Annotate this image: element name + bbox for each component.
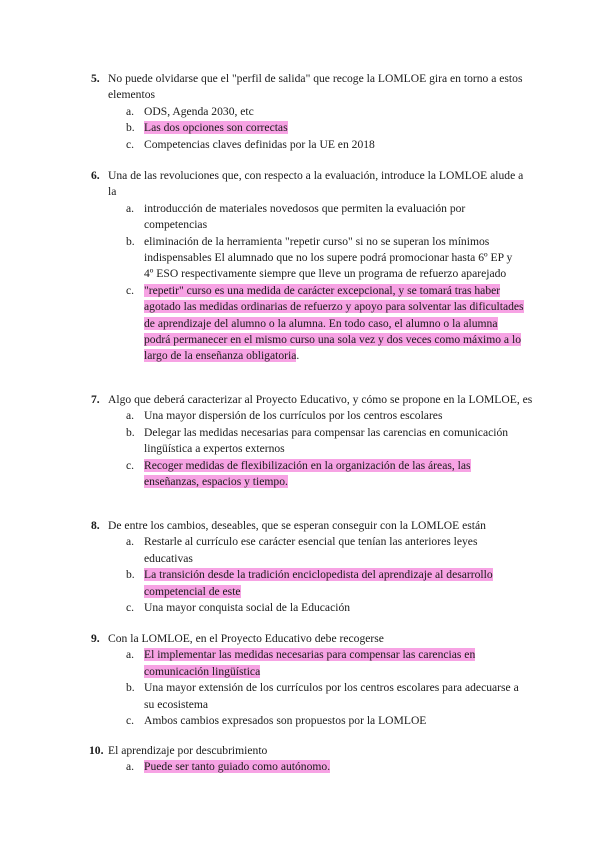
question-number: 7. [91, 393, 100, 406]
option-c: c. "repetir" curso es una medida de carácter excepcional, y se tomará tras haber agotado las medidas ordinarias de refuerzo y apoyo para solventar las dificultades de aprendizaje del alumno o la alumna. En todo caso, el alumno o la alumna podrá permanecer en el mismo curso una sola vez y dos veces como máximo a lo largo de la enseñanza obligatoria. [126, 283, 524, 363]
question-text: El aprendizaje por descubrimiento [108, 744, 268, 757]
question-number: 9. [91, 632, 100, 645]
option-text-highlighted: Las dos opciones son correctas [144, 121, 288, 135]
option-text: introducción de materiales novedosos que permiten la evaluación por competencias [144, 201, 466, 232]
question-8 [0, 518, 600, 616]
question-text: Algo que deberá caracterizar al Proyecto Educativo, y cómo se propone en la LOMLOE, es [108, 393, 533, 406]
option-a: a. introducción de materiales novedosos que permiten la evaluación por competencias [126, 201, 466, 232]
option-text: Restarle al currículo ese carácter esencial que tenían las anteriores leyes educativas [144, 535, 478, 565]
option-b: b. Una mayor extensión de los currículos por los centros escolares para adecuarse a su ecosistema [126, 681, 519, 711]
option-text: Una mayor dispersión de los currículos por los centros escolares [144, 409, 443, 423]
question-text: No puede olvidarse que el "perfil de salida" que recoge la LOMLOE gira en torno a estos elementos [108, 72, 523, 102]
option-a: a. El implementar las medidas necesarias para compensar las carencias en comunicación lingüística [126, 648, 476, 678]
option-c: c. Competencias claves definidas por la UE en 2018 [126, 137, 375, 151]
option-a: a. Restarle al currículo ese carácter esencial que tenían las anteriores leyes educativas [126, 535, 478, 565]
question-number: 6. [91, 169, 100, 182]
question-number: 8. [91, 519, 100, 532]
options-list [0, 647, 600, 729]
option-text: Una mayor conquista social de la Educación [144, 601, 351, 615]
options-list [0, 201, 600, 365]
question-10 [0, 743, 600, 776]
option-text-highlighted: Recoger medidas de flexibilización en la organización de las áreas, las enseñanzas, espacios y tiempo. [144, 458, 471, 489]
question-6 [0, 168, 600, 365]
question-7 [0, 392, 600, 490]
option-text: ODS, Agenda 2030, etc [144, 104, 254, 118]
option-b: b. Las dos opciones son correctas [126, 121, 288, 135]
option-text-highlighted: "repetir" curso es una medida de carácter excepcional, y se tomará tras haber agotado las medidas ordinarias de refuerzo y apoyo para solventar las dificultades de aprendizaje del alumno o la alumna. En todo caso, el alumno o la alumna podrá permanecer en el mismo curso una sola vez y dos veces como máximo a lo largo de la enseñanza obligatoria [144, 283, 524, 363]
option-text-highlighted: Puede ser tanto guiado como autónomo. [144, 760, 331, 774]
option-c: c. Ambos cambios expresados son propuestos por la LOMLOE [126, 714, 427, 728]
options-list [0, 534, 600, 616]
option-text: Competencias claves definidas por la UE en 2018 [144, 137, 375, 151]
option-text: Ambos cambios expresados son propuestos por la LOMLOE [144, 714, 427, 728]
question-number: 10. [89, 744, 104, 757]
option-b: b. Delegar las medidas necesarias para compensar las carencias en comunicación lingüística a expertos externos [126, 425, 509, 456]
option-text-highlighted: La transición desde la tradición enciclopedista del aprendizaje al desarrollo competencial de este [144, 568, 493, 598]
option-a: a. Una mayor dispersión de los currículos por los centros escolares [126, 409, 443, 423]
option-b: b. La transición desde la tradición enciclopedista del aprendizaje al desarrollo competencial de este [126, 568, 493, 598]
option-text: Una mayor extensión de los currículos por los centros escolares para adecuarse a su ecosistema [144, 681, 519, 711]
option-c: c. Una mayor conquista social de la Educación [126, 601, 351, 615]
option-a: a. ODS, Agenda 2030, etc [126, 104, 254, 118]
question-text: De entre los cambios, deseables, que se esperan conseguir con la LOMLOE están [108, 519, 486, 532]
question-text: Una de las revoluciones que, con respecto a la evaluación, introduce la LOMLOE alude a la [108, 169, 524, 199]
options-list [0, 408, 600, 490]
options-list [0, 104, 600, 153]
option-b: b. eliminación de la herramienta "repetir curso" si no se superan los mínimos indispensables El alumnado que no los supere podrá promocionar hasta 6º EP y 4º ESO respectivamente siempre que lleve un programa de refuerzo aparejado [126, 234, 513, 281]
option-text: eliminación de la herramienta "repetir curso" si no se superan los mínimos indispensables El alumnado que no los supere podrá promocionar hasta 6º EP y 4º ESO respectivamente siempre que lleve un programa de refuerzo aparejado [144, 234, 513, 281]
question-5 [0, 71, 600, 153]
option-text: Delegar las medidas necesarias para compensar las carencias en comunicación lingüística a expertos externos [144, 425, 509, 456]
option-text-highlighted: El implementar las medidas necesarias para compensar las carencias en comunicación lingüística [144, 648, 476, 678]
options-list [0, 759, 600, 775]
question-text: Con la LOMLOE, en el Proyecto Educativo debe recogerse [108, 632, 384, 645]
question-number: 5. [91, 72, 100, 85]
option-a: a. Puede ser tanto guiado como autónomo. [126, 760, 331, 774]
trailing-period: . [296, 349, 300, 363]
option-c: c. Recoger medidas de flexibilización en la organización de las áreas, las enseñanzas, espacios y tiempo. [126, 458, 471, 489]
question-9 [0, 631, 600, 729]
